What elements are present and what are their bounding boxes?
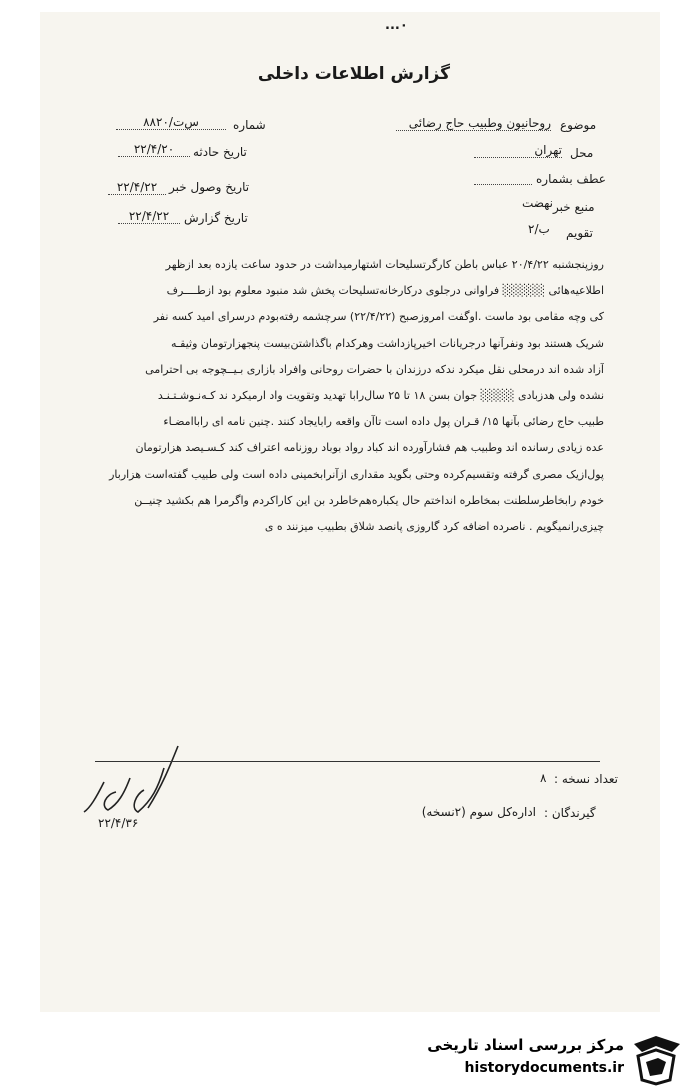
mozu-value: روحانیون وطبیب حاج رضائی bbox=[396, 116, 551, 131]
copies-label: تعداد نسخه : bbox=[554, 772, 619, 786]
copies-value: ۸ bbox=[540, 771, 547, 785]
divider-line bbox=[95, 761, 600, 762]
recipients-value: اداره‌کل سوم (۲نسخه) bbox=[421, 805, 536, 819]
manba-label: منبع خبر bbox=[553, 200, 595, 214]
signature-date: ۲۲/۴/۳۶ bbox=[98, 816, 139, 830]
tarikh-gozaresh-label: تاریخ گزارش bbox=[184, 211, 248, 225]
body-line: نشده ولی هدزبادی ░░░░ جوان بسن ۱۸ تا ۲۵ سال‌رابا تهدید وتقویت واد ارمیکرد ند کـه‌نـوشـتـنـد bbox=[157, 389, 604, 403]
body-line: اطلاعیه‌هائی ░░░░░ فراوانی درجلوی درکارخانه‌تسلیحات پخش شد منبود معلوم بود ازطــــرف bbox=[166, 284, 604, 298]
taghvim-label: تقویم bbox=[566, 226, 593, 240]
body-line: روزپنجشنبه ۲۰/۴/۲۲ عباس باطن کارگرتسلیحات اشتهارمیداشت در حدود ساعت یازده بعد ازظهر bbox=[165, 258, 604, 271]
recipients-label: گیرندگان : bbox=[544, 806, 596, 820]
shomare-value: ۸۸۲۰/س‌ت bbox=[116, 115, 226, 130]
archive-logo-icon bbox=[628, 1032, 686, 1088]
mahal-label: محل bbox=[570, 146, 594, 160]
manba-value: نهضت bbox=[521, 196, 553, 210]
body-line: خودم رابخاطرسلطنت بمخاطره انداختم حال یکباره‌هم‌خاطرد بن این کاراکردم واگرمرا هم بکشید چنیــن bbox=[134, 493, 604, 507]
document-title: گزارش اطلاعات داخلی bbox=[257, 64, 450, 84]
top-marks: ...۰ bbox=[385, 18, 408, 33]
shomare-label: شماره bbox=[233, 118, 266, 132]
signature-scribble bbox=[78, 738, 198, 818]
atf-label: عطف بشماره bbox=[536, 172, 606, 186]
mozu-label: موضوع bbox=[560, 118, 597, 132]
footer-title: مرکز بررسی اسناد تاریخی bbox=[427, 1036, 624, 1054]
tarikh-hadese-label: تاریخ حادثه bbox=[193, 145, 247, 159]
tarikh-vosul-value: ۲۲/۴/۲۲ bbox=[108, 180, 166, 195]
tarikh-vosul-label: تاریخ وصول خبر bbox=[169, 180, 250, 194]
report-body bbox=[102, 252, 604, 540]
body-line: عده زیادی رسانده اند وطبیب هم فشارآورده اند کباد رواد بوباد روزنامه اعتراف کند کـسـیصد هزارتومان bbox=[135, 441, 604, 455]
tarikh-gozaresh-value: ۲۲/۴/۲۲ bbox=[118, 209, 180, 224]
body-line: کی وچه مقامی بود ماست .اوگفت امروزصبح (۲۲/۴/۲۲) سرچشمه رفته‌بودم درسرای امید کسه نفر bbox=[153, 310, 604, 324]
taghvim-value: ب/۲ bbox=[528, 222, 550, 236]
footer-url: historydocuments.ir bbox=[464, 1060, 624, 1076]
body-line: چیزی‌رانمیگویم . ناصرده اضافه کرد گاروزی پانصد شلاق بطبیب میزنند ه ی bbox=[264, 520, 604, 534]
tarikh-hadese-value: ۲۲/۴/۲۰ bbox=[118, 142, 190, 157]
body-line: طبیب حاج رضائی بآنها ۱۵/ قـران پول داده است تاآن واقعه رابایجاد کنند .چنین نامه ای راباامضـاء bbox=[163, 415, 604, 429]
mahal-value: تهران bbox=[474, 143, 562, 158]
body-line: آزاد شده اند درمحلی نقل میکرد ندکه درزندان با حضرات روحانی وافراد بازاری بـیــچوجه بی احترامی bbox=[145, 362, 604, 376]
body-line: پول‌ازیک مصری گرفته وتقسیم‌کرده وحتی بگوید مقداری ازآنرابخمینی داده است ولی طبیب گفته‌است هزاربار bbox=[109, 467, 604, 481]
body-line: شریک هستند بود ونفرآنها درجریانات اخیرپازداشت وهرکدام باگذاشتن‌بیست پنجهزارتومان وثیقـه bbox=[171, 336, 604, 350]
atf-value-line bbox=[474, 172, 532, 185]
